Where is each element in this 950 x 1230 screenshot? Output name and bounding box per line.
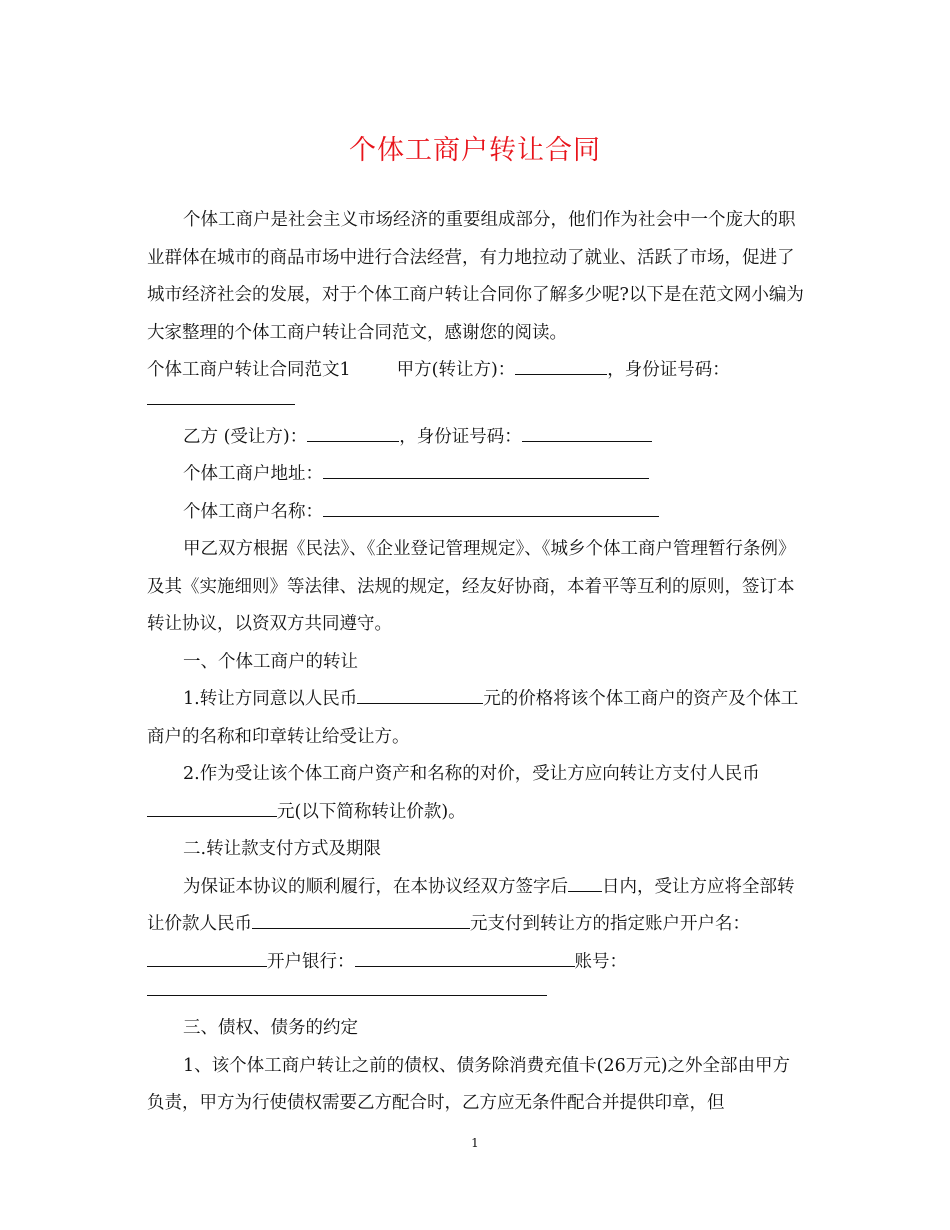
- party-b-name-field[interactable]: [307, 424, 399, 442]
- document-title: 个体工商户转让合同: [349, 135, 601, 166]
- intro-paragraph: 个体工商户是社会主义市场经济的重要组成部分，他们作为社会中一个庞大的职业群体在城市的商品市场中进行合法经营，有力地拉动了就业、活跃了市场，促进了城市经济社会的发展，对于个体工商户转让合同你了解多少呢?以下是在范文网小编为大家整理的个体工商户转让合同范文，感谢您的阅读。: [147, 210, 804, 343]
- party-b-line: [147, 419, 807, 457]
- s2-text-b: 日内，受让方应将全部转让价款人民币: [147, 876, 795, 934]
- party-a-name-field[interactable]: [515, 357, 607, 375]
- section-1-item-2: [147, 756, 807, 831]
- address-line: [147, 456, 807, 494]
- price-field[interactable]: [357, 686, 483, 704]
- account-number-field[interactable]: [147, 981, 547, 996]
- party-b-label: 乙方 (受让方)：: [183, 426, 308, 447]
- section-2-paragraph: [147, 869, 807, 982]
- business-name-field[interactable]: [323, 499, 659, 517]
- days-field[interactable]: [568, 874, 602, 892]
- party-a-id-field[interactable]: [147, 390, 295, 405]
- s2-text-a: 为保证本协议的顺利履行，在本协议经双方签字后: [183, 876, 568, 897]
- address-field[interactable]: [323, 461, 649, 479]
- party-b-id-label: ，身份证号码：: [399, 426, 522, 447]
- item-1-text-a: 1.转让方同意以人民币: [183, 689, 358, 709]
- business-name-label: 个体工商户名称：: [183, 501, 323, 522]
- s2-text-d: 开户银行：: [267, 951, 355, 972]
- section-2-heading: 二.转让款支付方式及期限: [183, 839, 382, 859]
- section-1-item-1: [147, 681, 807, 756]
- consideration-field[interactable]: [147, 799, 277, 817]
- party-a-label: 甲方(转让方)：: [396, 360, 516, 380]
- address-label: 个体工商户地址：: [183, 464, 323, 484]
- s2-text-e: 账号：: [574, 951, 627, 972]
- account-name-field[interactable]: [147, 949, 267, 967]
- section-1-heading: 一、个体工商户的转让: [183, 651, 358, 672]
- basis-paragraph: 甲乙双方根据《民法》、《企业登记管理规定》、《城乡个体工商户管理暂行条例》及其《实施细则》等法律、法规的规定，经友好协商，本着平等互利的原则，签订本转让协议，以资双方共同遵守。: [147, 539, 796, 634]
- document-body: [147, 202, 807, 1123]
- section-3-heading: 三、债权、债务的约定: [183, 1018, 358, 1038]
- section-3-item-1: 1、该个体工商户转让之前的债权、债务除消费充值卡(26万元)之外全部由甲方负责，甲方为行使债权需要乙方配合时，乙方应无条件配合并提供印章，但: [147, 1055, 791, 1113]
- party-b-id-field[interactable]: [522, 424, 652, 442]
- party-a-id-label: ，身份证号码：: [607, 360, 730, 380]
- item-1-text-b: 元的价格将该个体工商户的资产及个体工商户的名称和印章转让给受让方。: [147, 689, 799, 747]
- sample-heading: 个体工商户转让合同范文1: [147, 360, 351, 380]
- item-2-text-a: 2.作为受让该个体工商户资产和名称的对价，受让方应向转让方支付人民币: [183, 764, 760, 784]
- business-name-line: [147, 494, 807, 532]
- payment-amount-field[interactable]: [252, 911, 470, 929]
- party-a-line: [147, 352, 807, 390]
- s2-text-c: 元支付到转让方的指定账户开户名：: [470, 914, 750, 934]
- bank-field[interactable]: [355, 949, 575, 967]
- page-number: 1: [471, 1136, 479, 1150]
- item-2-text-b: 元(以下简称转让价款)。: [277, 801, 466, 822]
